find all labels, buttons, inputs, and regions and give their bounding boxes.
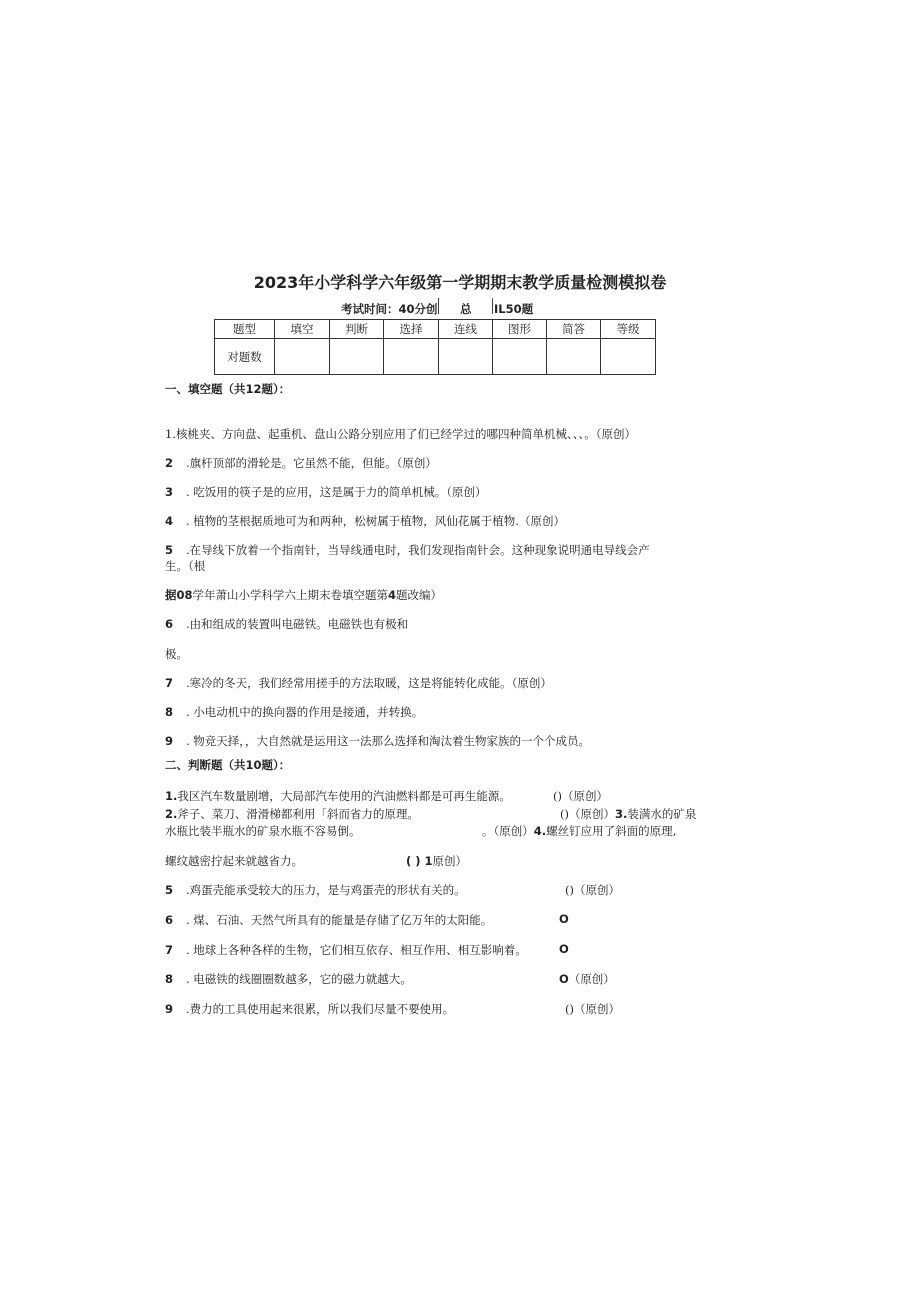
table-header: 题型 (215, 320, 275, 339)
judge-question-6 (165, 912, 492, 928)
question-number: 3 (165, 485, 174, 499)
question-number: 2. (165, 807, 178, 821)
divider (438, 298, 439, 314)
section-heading-fill: 一、填空题（共12题）： (165, 382, 291, 396)
table-header: 等级 (601, 320, 656, 339)
table-cell[interactable] (547, 339, 601, 375)
table-cell[interactable] (384, 339, 439, 375)
table-header: 判断 (330, 320, 384, 339)
question-text: .费力的工具使用起来很累，所以我们尽量不要使用。 (186, 1002, 455, 1016)
question-text: 装满水的矿泉 (627, 807, 697, 821)
judge-question-9 (165, 1001, 454, 1017)
answer-mark[interactable]: ()（原创） (560, 807, 615, 821)
question-number: 7 (165, 943, 174, 957)
question-text: 学年萧山小学科学六上期末卷填空题第 (192, 588, 389, 602)
question-text: . 植物的茎根据质地可为和两种，松树属于植物，风仙花属于植物.（原创） (186, 514, 565, 528)
table-cell[interactable] (275, 339, 330, 375)
question-8 (165, 704, 423, 720)
answer-mark[interactable]: O（原创） (559, 972, 615, 986)
question-text: 斧子、菜刀、滑滑梯都利用「斜而省力的原理。 (177, 807, 419, 821)
total-label: 总 (460, 302, 472, 316)
question-number: 7 (165, 676, 174, 690)
judge-question-5 (165, 882, 466, 898)
answer-mark[interactable]: ( ) 1原创） (406, 854, 468, 868)
question-6-line2: 极。 (165, 647, 188, 661)
question-4 (165, 513, 565, 529)
answer-mark[interactable]: ()（原创） (565, 883, 620, 897)
source-year: 据08 (165, 588, 193, 602)
question-text: .由和组成的装置叫电磁铁。电磁铁也有极和 (186, 617, 409, 631)
question-5-line2: 生。（根 (165, 559, 206, 573)
question-6 (165, 616, 408, 632)
question-text: .鸡蛋壳能承受较大的压力，是与鸡蛋壳的形状有关的。 (186, 883, 466, 897)
judge-question-3 (560, 806, 696, 822)
table-header: 填空 (275, 320, 330, 339)
question-number: 5 (165, 543, 174, 557)
judge-question-8 (165, 971, 412, 987)
question-number: 1. (165, 789, 178, 803)
exam-time: 考试时间：40分创 (341, 302, 438, 316)
table-header: 图形 (493, 320, 547, 339)
question-5 (165, 542, 650, 558)
question-text: . 地球上各种各样的生物，它们相互依存、相互作用、相互影响着。 (186, 943, 527, 957)
question-2 (165, 455, 437, 471)
answer-mark[interactable]: 。（原创） (482, 824, 534, 838)
question-number: 8 (165, 705, 174, 719)
table-header: 选择 (384, 320, 439, 339)
question-text: . 小电动机中的换向器的作用是接通，并转换。 (186, 705, 424, 719)
question-number: 4 (165, 514, 174, 528)
table-cell[interactable] (493, 339, 547, 375)
question-text: 我区汽车数量剧增，大局部汽车使用的汽油燃料都是可再生能源。 (177, 789, 511, 803)
question-9 (165, 733, 590, 749)
judge-question-3-line2: 水瓶比装半瓶水的矿泉水瓶不容易倒。 (165, 824, 361, 838)
table-cell[interactable] (330, 339, 384, 375)
answer-mark[interactable]: ()（原创） (553, 789, 608, 803)
table-row-label: 对题数 (215, 339, 275, 375)
judge-question-4 (482, 823, 676, 839)
divider (492, 298, 493, 314)
question-3 (165, 484, 487, 500)
answer-mark[interactable]: O (559, 912, 569, 926)
question-number: 9 (165, 1002, 174, 1016)
score-table (214, 319, 656, 375)
table-cell[interactable] (601, 339, 656, 375)
question-number: 5 (165, 883, 174, 897)
question-text: . 吃饭用的筷子是的应用，这是属于力的简单机械。（原创） (186, 485, 487, 499)
total-value: IL50题 (494, 302, 534, 316)
question-5-line3 (165, 587, 442, 603)
judge-question-7 (165, 942, 527, 958)
table-header: 简答 (547, 320, 601, 339)
page-title: 2023年小学科学六年级第一学期期末教学质量检测模拟卷 (253, 273, 667, 292)
question-text: .旗杆顶部的滑轮是。它虽然不能，但能。（原创） (186, 456, 437, 470)
question-number: 9 (165, 734, 174, 748)
question-1: 1.核桃夹、方向盘、起重机、盘山公路分别应用了们已经学过的哪四种简单机械、、、。（原创） (165, 427, 636, 441)
table-header: 连线 (439, 320, 493, 339)
section-heading-judge: 二、判断题（共10题）： (165, 758, 291, 772)
answer-mark[interactable]: O (559, 942, 569, 956)
source-question-number: 4 (388, 588, 397, 602)
question-number: 6 (165, 617, 174, 631)
question-text: . 电磁铁的线圈圈数越多，它的磁力就越大。 (186, 972, 412, 986)
answer-mark[interactable]: ()（原创） (565, 1002, 620, 1016)
question-text: 题改编） (396, 588, 443, 602)
table-cell[interactable] (439, 339, 493, 375)
judge-question-2 (165, 806, 419, 822)
judge-question-4-line2: 螺纹越密拧起来就越省力。 (165, 854, 303, 868)
question-number: 4. (533, 824, 547, 838)
question-text: 螺丝钉应用了斜面的原理, (546, 824, 677, 838)
question-text: . 煤、石油、天然气所具有的能量是存储了亿万年的太阳能。 (186, 913, 493, 927)
question-number: 3. (614, 807, 628, 821)
question-text: .寒冷的冬天，我们经常用搓手的方法取暖，这是将能转化成能。（原创） (186, 676, 552, 690)
judge-question-1 (165, 788, 511, 804)
question-text: . 物竞天择，，大自然就是运用这一法那么选择和淘汰着生物家族的一个个成员。 (186, 734, 591, 748)
question-number: 6 (165, 913, 174, 927)
question-number: 8 (165, 972, 174, 986)
question-7 (165, 675, 552, 691)
question-text: .在导线下放着一个指南针，当导线通电时，我们发现指南针会。这种现象说明通电导线会产 (186, 543, 650, 557)
question-number: 2 (165, 456, 174, 470)
